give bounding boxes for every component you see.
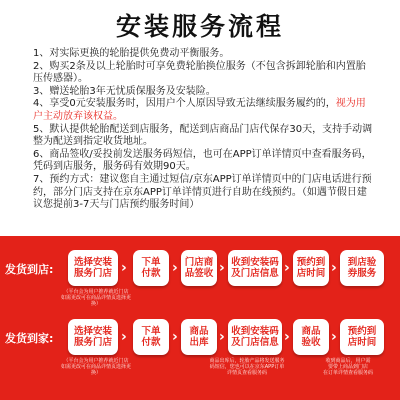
step-store-verify-service: 到店验 券服务 (340, 250, 384, 286)
flow-label-ship-to-store: 发货到店: (5, 263, 54, 276)
arrow-right-icon: › (219, 329, 225, 345)
page-title: 安装服务流程 (115, 12, 284, 41)
step-receive-install-code: 收到安装码 及门店信息 (228, 250, 282, 286)
arrow-right-icon: › (121, 260, 127, 276)
arrow-right-icon: › (172, 329, 178, 345)
step-choose-store: 选择安装 服务门店 (68, 250, 118, 286)
arrow-right-icon: › (331, 260, 337, 276)
step-store-receipt: 门店商 品签收 (181, 250, 217, 286)
rule-item: 1、对实际更换的轮胎提供免费动平衡服务。 (33, 48, 230, 59)
rule-item: 4、享受0元安装服务时，因用户个人原因导致无法继续服务履约的，视为用户主动放弃该权益。 (33, 98, 366, 122)
rule-item: 3、赠送轮胎3年无忧质保服务及安装险。 (33, 85, 216, 97)
arrow-right-icon: › (284, 329, 290, 345)
step-goods-dispatch: 商品 出库 (181, 319, 217, 355)
step-order-pay: 下单 付款 (133, 319, 169, 355)
arrow-right-icon: › (331, 329, 337, 345)
arrow-right-icon: › (172, 260, 178, 276)
home-recommend-note: （平台会为用户推荐就近门店 如需更改可在商品详情页选择更换） (60, 358, 131, 376)
receipt-code-note: 收到商品后，用户需 要带上商品到门店 在订单详情查看服务码 (322, 358, 373, 376)
step-order-pay: 下单 付款 (133, 250, 169, 286)
step-goods-inspection: 商品 验收 (293, 319, 329, 355)
rule-highlight: 视为用户主动放弃该权益。 (33, 98, 366, 122)
step-receive-install-code: 收到安装码 及门店信息 (228, 319, 282, 355)
store-recommend-note: （平台会为用户推荐就近门店 如需更改可在商品详情页选择更换） (60, 289, 131, 307)
service-flow-panel (0, 236, 400, 400)
rule-item: 6、商品签收/妥投前发送服务码短信，也可在APP订单详情页中查看服务码，凭码到店服务，服务码有效期90天。 (33, 148, 372, 173)
step-choose-store: 选择安装 服务门店 (68, 319, 118, 355)
dispatch-code-note: 商品出库后，轮胎产品将发送服务 码短信，您也可以在京东APP订单 详情页查看服务码 (209, 358, 285, 376)
arrow-right-icon: › (219, 260, 225, 276)
flow-label-ship-to-home: 发货到家: (5, 332, 54, 345)
rule-item: 7、预约方式：建议您自主通过短信/京东APP订单详情页中的门店电话进行预约，部分门店支持在京东APP订单详情页进行自助在线预约。（如遇节假日建议您提前3-7天与门店预约服务时间） (33, 173, 372, 211)
service-rules-list (33, 48, 373, 212)
rule-item: 5、默认提供轮胎配送到店服务，配送到店商品门店代保存30天，支持手动调整为配送到指定收货地址。 (33, 123, 373, 148)
step-book-visit-time: 预约到 店时间 (340, 319, 384, 355)
arrow-right-icon: › (284, 260, 290, 276)
arrow-right-icon: › (121, 329, 127, 345)
step-book-visit-time: 预约到 店时间 (293, 250, 329, 286)
rule-item: 2、购买2条及以上轮胎时可享免费轮胎换位服务（不包含拆卸轮胎和内置胎压传感器）。 (33, 60, 366, 85)
